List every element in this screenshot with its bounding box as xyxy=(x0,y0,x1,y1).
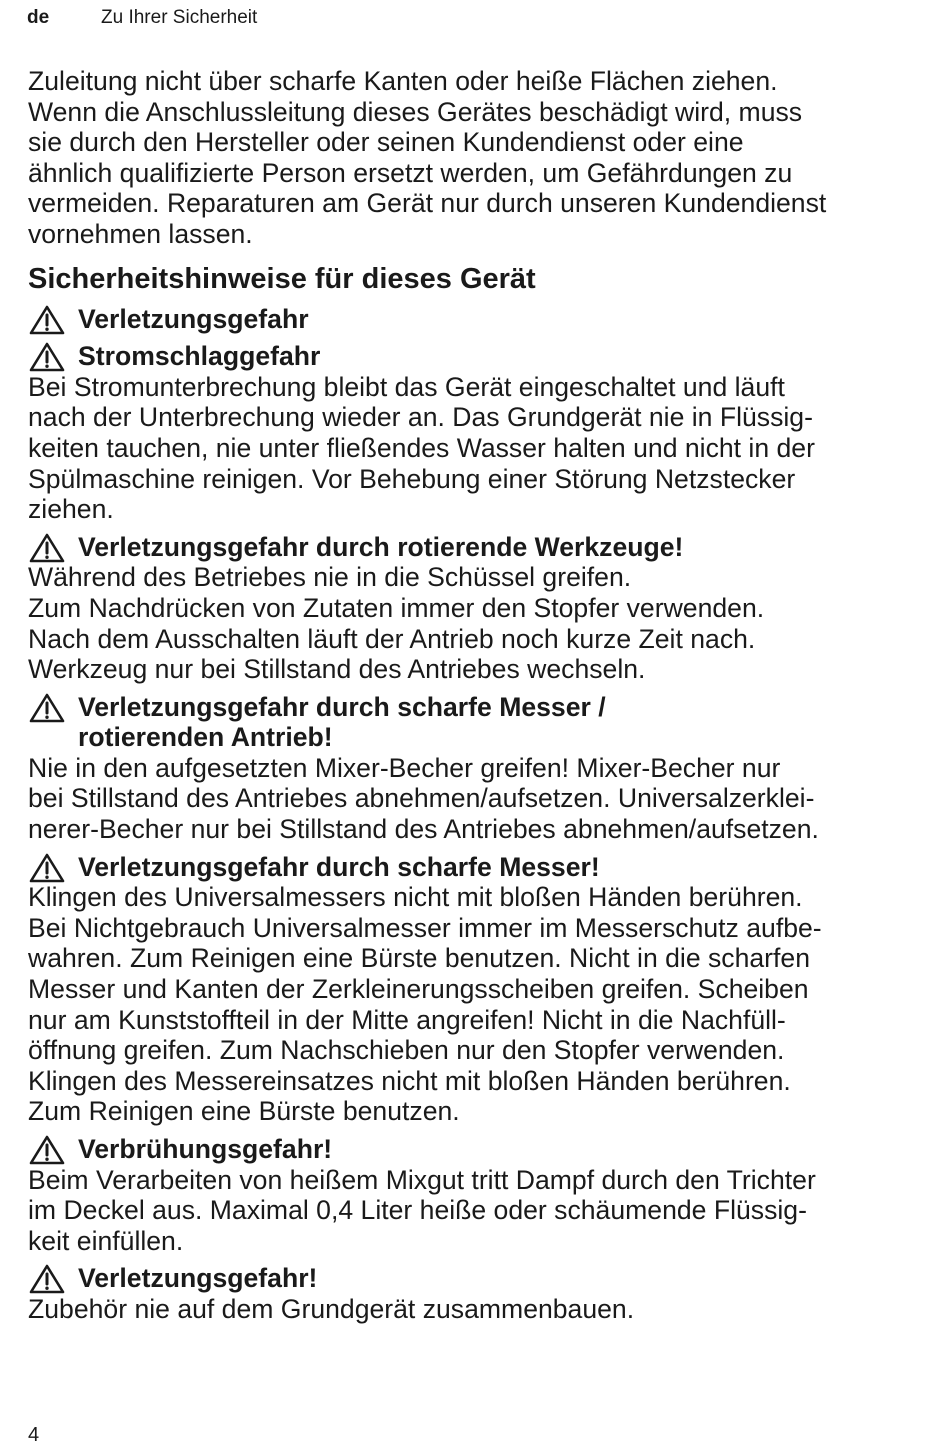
warning-body-line: bei Stillstand des Antriebes abnehmen/aufsetzen. Universalzerklei- xyxy=(28,783,815,814)
warning-body-line: Zum Nachdrücken von Zutaten immer den Stopfer verwenden. xyxy=(28,592,765,623)
warning-body-line: Klingen des Messereinsatzes nicht mit bloßen Händen berühren. xyxy=(28,1065,791,1096)
document-body xyxy=(28,66,948,1325)
warning-triangle-icon xyxy=(28,304,66,336)
warning-title xyxy=(28,532,948,563)
warning-body xyxy=(28,1165,948,1257)
warning-body-line: nach der Unterbrechung wieder an. Das Grundgerät nie in Flüssig- xyxy=(28,402,813,433)
warning-body xyxy=(28,1294,948,1325)
warning-body-line: Nach dem Ausschalten läuft der Antrieb noch kurze Zeit nach. xyxy=(28,623,756,654)
intro-line: Zuleitung nicht über scharfe Kanten oder heiße Flächen ziehen. xyxy=(28,66,778,96)
warning-triangle-icon xyxy=(28,341,66,373)
section-heading: Sicherheitshinweise für dieses Gerät xyxy=(28,262,536,295)
warning-title-line: Verletzungsgefahr! xyxy=(78,1263,318,1294)
warning-title-line: Verbrühungsgefahr! xyxy=(78,1134,333,1164)
warning-body xyxy=(28,562,948,684)
warning-body-line: Klingen des Universalmessers nicht mit bloßen Händen berühren. xyxy=(28,882,803,913)
warning-body-line: wahren. Zum Reinigen eine Bürste benutzen. Nicht in die scharfen xyxy=(28,943,810,974)
warning-body-line: Bei Stromunterbrechung bleibt das Gerät eingeschaltet und läuft xyxy=(28,371,785,402)
warning-body xyxy=(28,882,948,1127)
warning-title-line: rotierenden Antrieb! xyxy=(78,722,333,753)
warning-body-line: Nie in den aufgesetzten Mixer-Becher greifen! Mixer-Becher nur xyxy=(28,752,781,783)
warning-body xyxy=(28,753,948,845)
warning-title-line: Stromschlaggefahr xyxy=(78,341,321,372)
intro-line: sie durch den Hersteller oder seinen Kundendienst oder eine xyxy=(28,127,744,158)
warning-triangle-icon xyxy=(28,692,66,724)
intro-line: vermeiden. Reparaturen am Gerät nur durch unseren Kundendienst xyxy=(28,188,827,219)
warning-title xyxy=(28,304,948,335)
warning-triangle-icon xyxy=(28,1263,66,1295)
warning-title-line: Verletzungsgefahr xyxy=(78,303,309,334)
warning-body-line: Messer und Kanten der Zerkleinerungsscheiben greifen. Scheiben xyxy=(28,974,809,1005)
warning-block xyxy=(28,1263,948,1324)
warning-body-line: Während des Betriebes nie in die Schüssel greifen. xyxy=(28,562,632,593)
warning-body-line: Beim Verarbeiten von heißem Mixgut tritt Dampf durch den Trichter xyxy=(28,1164,816,1195)
warning-title-line: Verletzungsgefahr durch scharfe Messer! xyxy=(78,851,600,882)
warning-body-line: öffnung greifen. Zum Nachschieben nur den Stopfer verwenden. xyxy=(28,1035,785,1066)
warning-block xyxy=(28,532,948,685)
warning-title xyxy=(28,692,948,753)
warning-block xyxy=(28,341,948,525)
warning-triangle-icon xyxy=(28,852,66,884)
header-title: Zu Ihrer Sicherheit xyxy=(101,7,258,28)
warning-body-line: nur am Kunststoffteil in der Mitte angreifen! Nicht in die Nachfüll- xyxy=(28,1004,786,1035)
language-code: de xyxy=(27,7,50,28)
warning-block xyxy=(28,852,948,1127)
warning-body-line: Bei Nichtgebrauch Universalmesser immer im Messerschutz aufbe- xyxy=(28,912,822,943)
warning-title-line: Verletzungsgefahr durch rotierende Werkzeuge! xyxy=(78,531,684,562)
intro-line: ähnlich qualifizierte Person ersetzt werden, um Gefährdungen zu xyxy=(28,157,793,188)
warning-block xyxy=(28,304,948,335)
warning-title-line: Verletzungsgefahr durch scharfe Messer / xyxy=(78,691,606,722)
warning-title xyxy=(28,341,948,372)
warning-body-line: im Deckel aus. Maximal 0,4 Liter heiße oder schäumende Flüssig- xyxy=(28,1195,807,1226)
warning-body-line: keit einfüllen. xyxy=(28,1225,184,1256)
warning-body-line: Spülmaschine reinigen. Vor Behebung einer Störung Netzstecker xyxy=(28,463,796,494)
intro-paragraph xyxy=(28,66,948,250)
warning-body xyxy=(28,372,948,525)
warning-triangle-icon xyxy=(28,1134,66,1166)
warning-title xyxy=(28,1263,948,1294)
warning-body-line: Zubehör nie auf dem Grundgerät zusammenbauen. xyxy=(28,1293,635,1324)
warning-block xyxy=(28,692,948,845)
warning-block xyxy=(28,1134,948,1256)
warning-title xyxy=(28,1134,948,1165)
warning-title xyxy=(28,852,948,883)
warning-triangle-icon xyxy=(28,532,66,564)
page-number: 4 xyxy=(28,1424,40,1446)
intro-line: Wenn die Anschlussleitung dieses Gerätes beschädigt wird, muss xyxy=(28,96,803,127)
warning-body-line: nerer-Becher nur bei Stillstand des Antriebes abnehmen/aufsetzen. xyxy=(28,814,819,845)
warnings-list xyxy=(28,304,948,1325)
warning-body-line: Werkzeug nur bei Stillstand des Antriebes wechseln. xyxy=(28,654,646,685)
warning-body-line: keiten tauchen, nie unter fließendes Wasser halten und nicht in der xyxy=(28,432,815,463)
warning-body-line: Zum Reinigen eine Bürste benutzen. xyxy=(28,1096,460,1127)
intro-line: vornehmen lassen. xyxy=(28,218,253,249)
warning-body-line: ziehen. xyxy=(28,494,114,525)
